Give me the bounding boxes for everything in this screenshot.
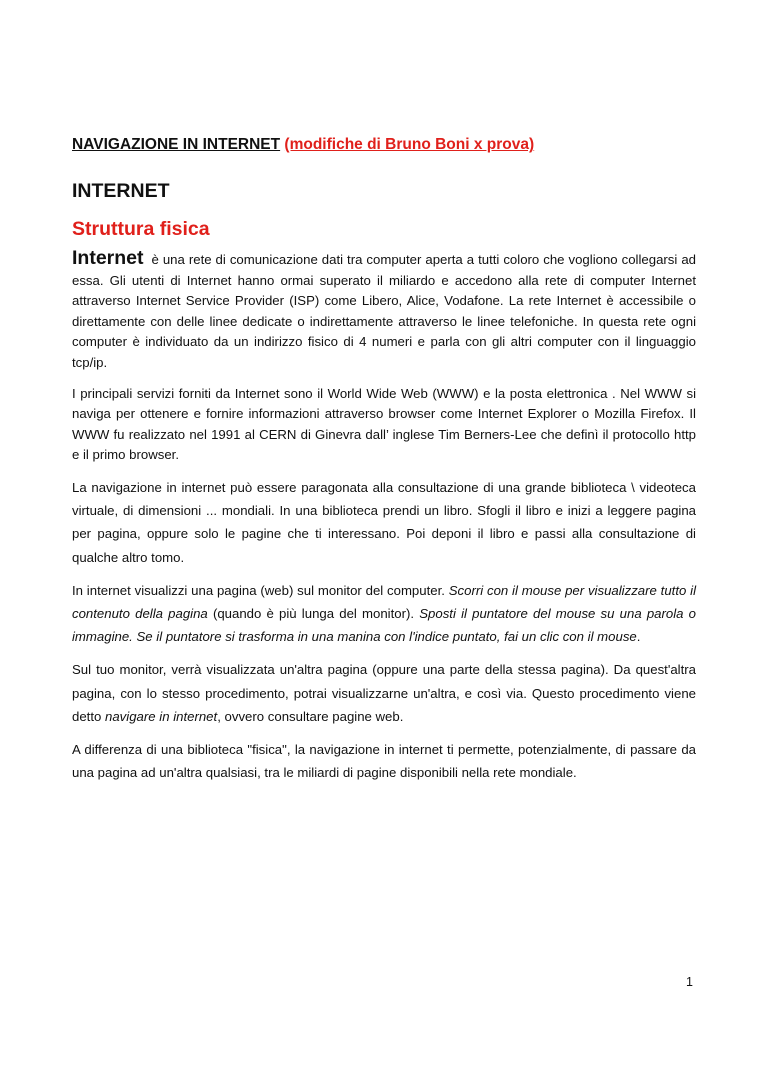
paragraph-3: La navigazione in internet può essere paragonata alla consultazione di una grande biblioteca \ videoteca virtuale, di dimensioni ... mondiali. In una biblioteca prendi un libro. Sfogli il libro e inizi a leggere pagina per pagina, oppure solo le pagine che ti interessano. Poi deponi il libro e passi alla consultazione di qualche altro tomo. [72, 479, 696, 565]
document-title [72, 134, 696, 156]
paragraph-5 [72, 658, 696, 728]
paragraph-5-part-a: Sul tuo monitor, verrà visualizzata un'altra pagina (oppure una parte della stessa pagina). Da quest'altra pagina, con lo stesso procedimento, potrai visualizzarne un'altra, e così via. Questo procedimento viene detto [72, 662, 696, 724]
page-number: 1 [686, 975, 693, 989]
paragraph-4-part-b: Scorri con il mouse per visualizzare tutto il contenuto della pagina [72, 582, 696, 621]
main-title: NAVIGAZIONE IN INTERNET [72, 136, 281, 153]
paragraph-1 [72, 248, 696, 374]
paragraph-6: A differenza di una biblioteca "fisica", la navigazione in internet ti permette, potenzialmente, di passare da una pagina ad un'altra qualsiasi, tra le miliardi di pagine disponibili nella rete mondiale. [72, 741, 696, 781]
paragraph-4 [72, 579, 696, 649]
paragraph-1-text: è una rete di comunicazione dati tra computer aperta a tutti coloro che vogliono collegarsi ad essa. Gli utenti di Internet hanno ormai superato il miliardo e accedono alla rete di computer Internet attraverso Internet Service Provider (ISP) come Libero, Alice, Vodafone. La rete Internet è accessibile o direttamente con delle linee dedicate o indirettamente attraverso le linee telefoniche. In questa rete ogni computer è individuato da un indirizzo fisico di 4 numeri e parla con gli altri computer con il linguaggio tcp/ip. [72, 252, 696, 370]
paragraph-4-part-e: . [636, 629, 641, 645]
paragraph-2: I principali servizi forniti da Internet sono il World Wide Web (WWW) e la posta elettronica . Nel WWW si naviga per ottenere e fornire informazioni attraverso browser come Internet Explorer o Mozilla Firefox. Il WWW fu realizzato nel 1991 al CERN di Ginevra dall’ inglese Tim Berners-Lee che definì il protocollo http e il primo browser. [72, 385, 696, 463]
edit-note: (modifiche di Bruno Boni x prova) [284, 136, 535, 153]
subsection-heading: Struttura fisica [72, 218, 210, 240]
paragraph-4-part-c: (quando è più lunga del monitor). [212, 605, 415, 621]
paragraph-4-part-d: Sposti il puntatore del mouse su una parola o immagine. Se il puntatore si trasforma in una manina con l'indice puntato, fai un clic con il mouse [72, 605, 697, 645]
lead-word: Internet [72, 247, 144, 269]
section-heading: INTERNET [72, 180, 170, 202]
paragraph-4-part-a: In internet visualizzi una pagina (web) sul monitor del computer. [72, 582, 445, 598]
paragraph-5-part-c: , ovvero consultare pagine web. [217, 708, 404, 724]
document-page [72, 134, 696, 794]
paragraph-5-part-b: navigare in internet [105, 708, 218, 724]
